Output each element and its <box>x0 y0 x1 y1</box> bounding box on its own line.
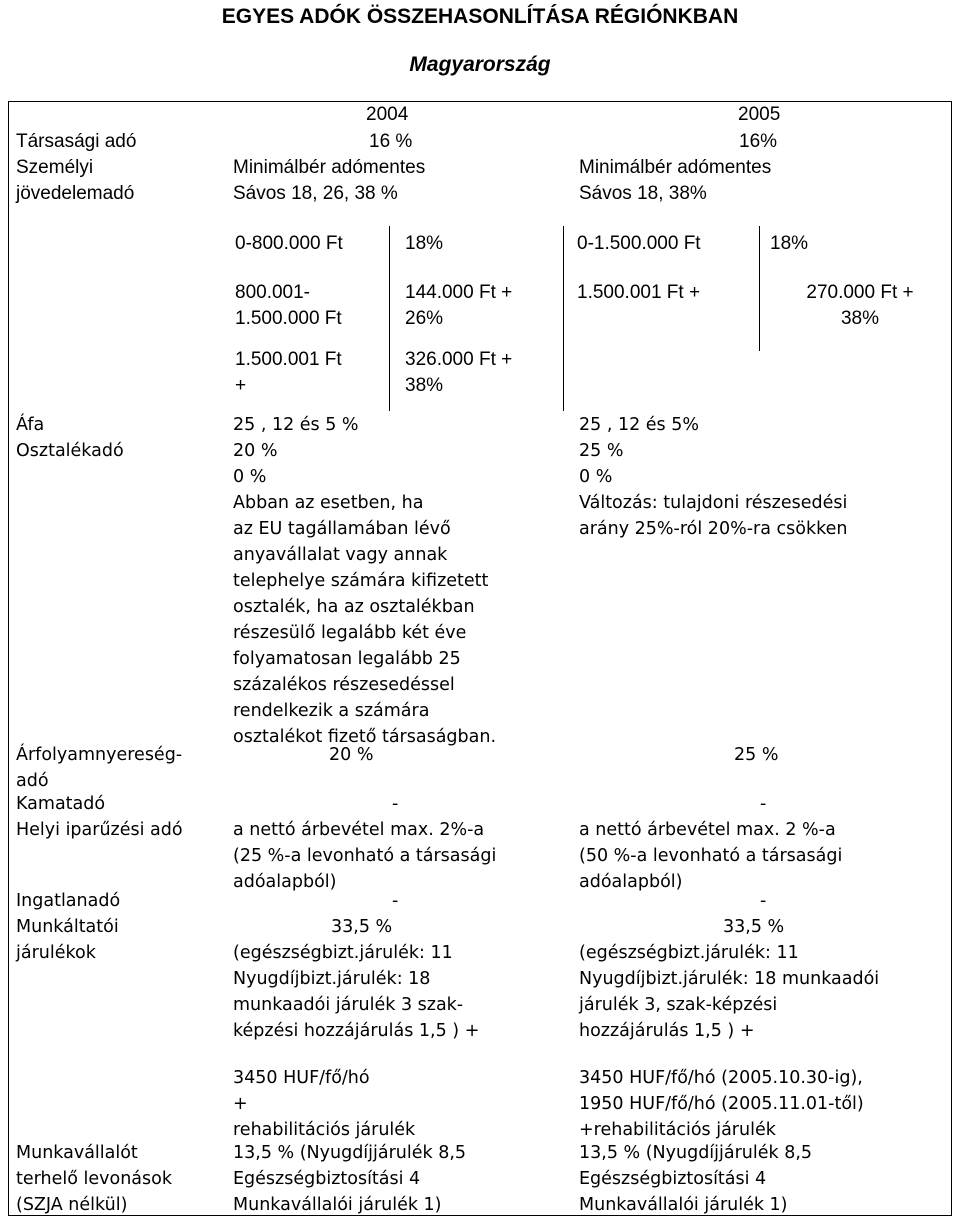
year-2004-header: 2004 <box>366 104 409 125</box>
table-right-border <box>951 101 952 1215</box>
szja-2005: Minimálbér adómentes Sávos 18, 38% <box>579 157 772 204</box>
row-label-osztalek: Osztalékadó <box>16 441 124 461</box>
munkaltatoi-2004-pct: 33,5 % <box>331 917 393 937</box>
osztalek-2004: 20 % 0 % Abban az esetben, ha az EU tagállamában lévő anyavállalat vagy annak telephelye számára kifizetett osztalék, ha az osztalékban részesülő legalább két éve folyamatosan legalább 25 százalékos részesedéssel rendelkezik a számára osztalékot fizető társaságban. <box>233 441 497 747</box>
year-2005-header: 2005 <box>738 104 781 125</box>
page-title: EGYES ADÓK ÖSSZEHASONLÍTÁSA RÉGIÓNKBAN <box>221 5 739 28</box>
bracket-divider-2005 <box>759 226 760 351</box>
row-label-szja: Személyi jövedelemadó <box>16 157 135 204</box>
munkaltatoi-2005-pct: 33,5 % <box>723 917 785 937</box>
munkavallalo-2005: 13,5 % (Nyugdíjjárulék 8,5 Egészségbiztosítási 4 Munkavállalói járulék 1) <box>579 1143 813 1215</box>
bracket-divider-2004-b <box>563 226 564 411</box>
row-label-munkavallalo: Munkavállalót terhelő levonások (SZJA nélkül) <box>16 1143 172 1215</box>
bracket-2004-rate-3: 326.000 Ft + 38% <box>405 349 513 396</box>
row-label-ingatlan: Ingatlanadó <box>16 891 121 911</box>
helyi-2004: a nettó árbevétel max. 2%-a (25 %-a levonható a társasági adóalapból) <box>233 820 497 892</box>
page-subtitle: Magyarország <box>409 53 551 76</box>
bracket-divider-2004-a <box>389 226 390 411</box>
arfolyam-2005: 25 % <box>734 745 779 765</box>
munkavallalo-2004: 13,5 % (Nyugdíjjárulék 8,5 Egészségbiztosítási 4 Munkavállalói járulék 1) <box>233 1143 467 1215</box>
bracket-2005-range-1: 0-1.500.000 Ft <box>577 233 701 254</box>
kamat-2004: - <box>392 794 399 814</box>
bracket-2005-rate-2: 270.000 Ft + 38% <box>806 282 914 329</box>
afa-2004: 25 , 12 és 5 % <box>233 415 359 435</box>
arfolyam-2004: 20 % <box>329 745 374 765</box>
bracket-2004-rate-1: 18% <box>405 233 444 254</box>
table-top-border <box>8 101 952 102</box>
munkaltatoi-2005: (egészségbizt.járulék: 11 Nyugdíjbizt.járulék: 18 munkaadói járulék 3, szak-képzési hozzájárulás 1,5 ) + <box>579 943 880 1041</box>
bracket-2004-range-1: 0-800.000 Ft <box>235 233 343 254</box>
row-label-helyi: Helyi iparűzési adó <box>16 820 183 840</box>
row-label-afa: Áfa <box>16 415 45 435</box>
eho-2004: 3450 HUF/fő/hó + rehabilitációs járulék <box>233 1068 416 1140</box>
table-left-border <box>8 101 9 1215</box>
tarsasagi-2005: 16% <box>739 131 778 152</box>
row-label-munkaltatoi: Munkáltatói járulékok <box>16 917 119 963</box>
kamat-2005: - <box>760 794 767 814</box>
row-label-tarsasagi: Társasági adó <box>16 131 137 152</box>
row-label-kamat: Kamatadó <box>16 794 106 814</box>
bracket-2005-rate-1: 18% <box>770 233 809 254</box>
tarsasagi-2004: 16 % <box>369 131 413 152</box>
bracket-2004-range-3: 1.500.001 Ft + <box>235 349 342 396</box>
eho-2005: 3450 HUF/fő/hó (2005.10.30-ig), 1950 HUF/fő/hó (2005.11.01-től) +rehabilitációs járulék <box>579 1068 864 1140</box>
munkaltatoi-2004: (egészségbizt.járulék: 11 Nyugdíjbizt.járulék: 18 munkaadói járulék 3 szak- képzési hozzájárulás 1,5 ) + <box>233 943 480 1041</box>
row-label-arfolyam: Árfolyamnyereség- adó <box>16 745 183 791</box>
bracket-2004-range-2: 800.001- 1.500.000 Ft <box>235 282 342 329</box>
bracket-2005-range-2: 1.500.001 Ft + <box>577 282 701 303</box>
afa-2005: 25 , 12 és 5% <box>579 415 699 435</box>
osztalek-2005: 25 % 0 % Változás: tulajdoni részesedési arány 25%-ról 20%-ra csökken <box>579 441 848 539</box>
ingatlan-2004: - <box>392 891 399 911</box>
ingatlan-2005: - <box>760 891 767 911</box>
bracket-2004-rate-2: 144.000 Ft + 26% <box>405 282 513 329</box>
szja-2004: Minimálbér adómentes Sávos 18, 26, 38 % <box>233 157 426 204</box>
helyi-2005: a nettó árbevétel max. 2 %-a (50 %-a levonható a társasági adóalapból) <box>579 820 843 892</box>
